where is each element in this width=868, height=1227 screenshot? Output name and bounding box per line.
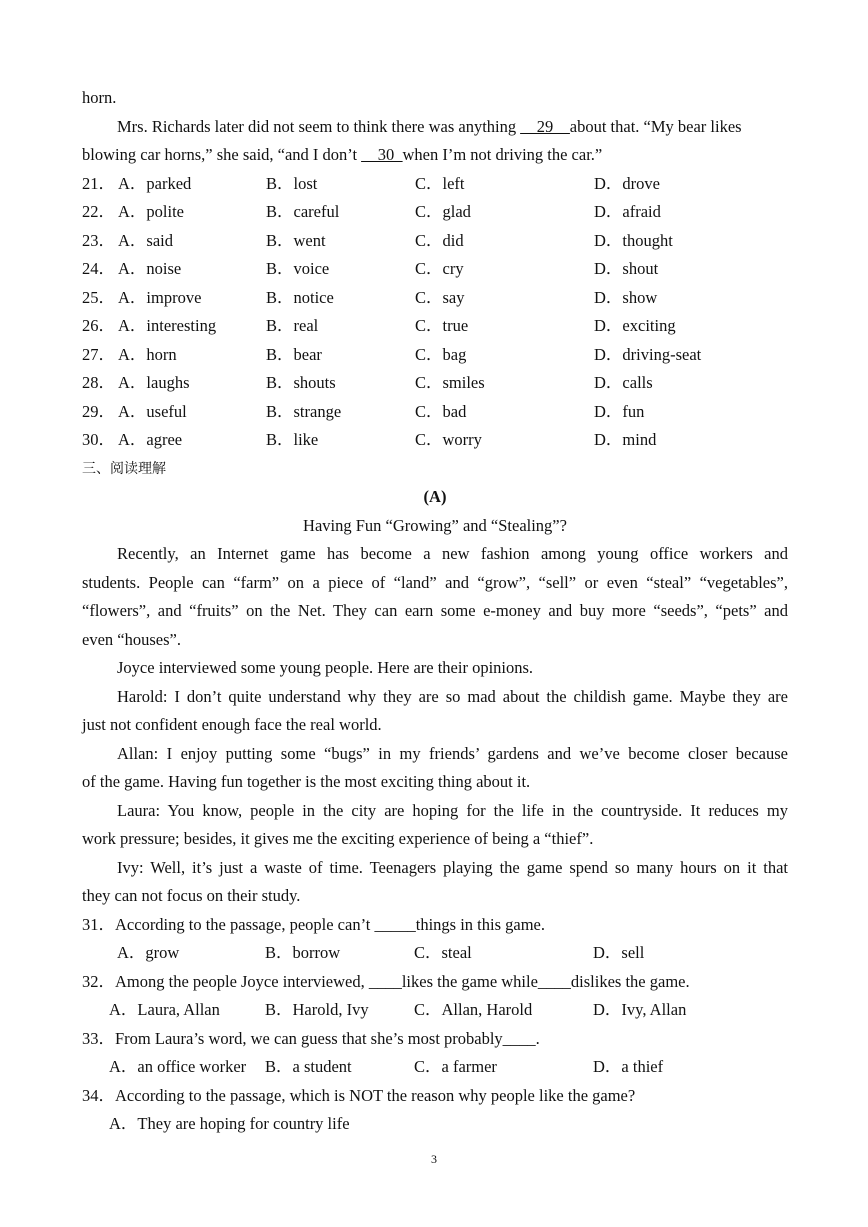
question-stem: 32．Among the people Joyce interviewed, ____likes the game while____dislikes the game. (82, 971, 690, 991)
question-32 (82, 968, 788, 1025)
document-page (82, 84, 788, 1139)
blank-29: __29__ (520, 116, 570, 136)
cloze-options (82, 170, 788, 455)
section-heading: 三、阅读理解 (82, 460, 166, 477)
question-options: A．grow B．borrow C．steal D．sell (117, 943, 645, 962)
passage-line: of the game. Having fun together is the most exciting thing about it. (82, 772, 531, 791)
cloze-option-row: 26． A．interesting B．real C．true D．exciting (82, 316, 676, 335)
passage-title: Having Fun “Growing” and “Stealing”? (303, 515, 567, 535)
question-stem: 31．According to the passage, people can’t _____things in this game. (82, 914, 545, 934)
reading-passage (82, 540, 788, 911)
cloze-option-row: 28． A．laughs B．shouts C．smiles D．calls (82, 373, 653, 392)
passage-line: Harold: I don’t quite understand why they are so mad about the childish game. Maybe they are (117, 686, 788, 706)
question-options: A．They are hoping for country life (109, 1114, 350, 1133)
question-stem: 34．According to the passage, which is NOT the reason why people like the game? (82, 1085, 636, 1105)
passage-line: Laura: You know, people in the city are hoping for the life in the countryside. It reduces my (117, 800, 788, 820)
passage-line: “flowers”, and “fruits” on the Net. They can earn some e-money and buy more “seeds”, “pets” and (82, 601, 788, 620)
question-options: A．Laura, Allan B．Harold, Ivy C．Allan, Harold D．Ivy, Allan (109, 1000, 687, 1019)
blank-30: __30_ (361, 145, 403, 164)
cloze-option-row: 25． A．improve B．notice C．say D．show (82, 287, 658, 307)
passage-line: even “houses”. (82, 629, 181, 649)
passage-line: horn. (82, 88, 117, 107)
question-options: A．an office worker B．a student C．a farmer D．a thief (109, 1057, 664, 1076)
passage-line: they can not focus on their study. (82, 886, 301, 905)
question-34 (82, 1082, 788, 1139)
passage-label: (A) (423, 487, 447, 506)
question-33 (82, 1025, 788, 1082)
question-stem: 33．From Laura’s word, we can guess that she’s most probably____. (82, 1028, 540, 1048)
cloze-option-row: 29． A．useful B．strange C．bad D．fun (82, 401, 645, 421)
passage-line: Recently, an Internet game has become a new fashion among young office workers and (117, 544, 788, 563)
passage-line: Joyce interviewed some young people. Here are their opinions. (117, 658, 534, 677)
cloze-option-row: 30． A．agree B．like C．worry D．mind (82, 430, 657, 449)
passage-line: Allan: I enjoy putting some “bugs” in my friends’ gardens and we’ve become closer because (117, 743, 788, 763)
cloze-option-row: 23． A．said B．went C．did D．thought (82, 230, 673, 250)
passage-line: Ivy: Well, it’s just a waste of time. Teenagers playing the game spend so many hours on it that (117, 857, 788, 877)
passage-line: blowing car horns,” she said, “and I don’t __30_when I’m not driving the car.” (82, 145, 603, 164)
cloze-option-row: 21． A．parked B．lost C．left D．drove (82, 173, 660, 193)
question-31 (82, 911, 788, 968)
cloze-option-row: 24． A．noise B．voice C．cry D．shout (82, 259, 659, 278)
passage-line: Mrs. Richards later did not seem to think there was anything __29__about that. “My bear likes (117, 116, 742, 136)
page-number: 3 (431, 1152, 437, 1166)
passage-line: students. People can “farm” on a piece of “land” and “grow”, “sell” or even “steal” “vegetables”, (82, 572, 788, 592)
cloze-option-row: 27． A．horn B．bear C．bag D．driving-seat (82, 344, 702, 364)
passage-line: just not confident enough face the real world. (82, 715, 382, 734)
passage-line: work pressure; besides, it gives me the exciting experience of being a “thief”. (82, 829, 594, 848)
cloze-option-row: 22． A．polite B．careful C．glad D．afraid (82, 202, 661, 221)
